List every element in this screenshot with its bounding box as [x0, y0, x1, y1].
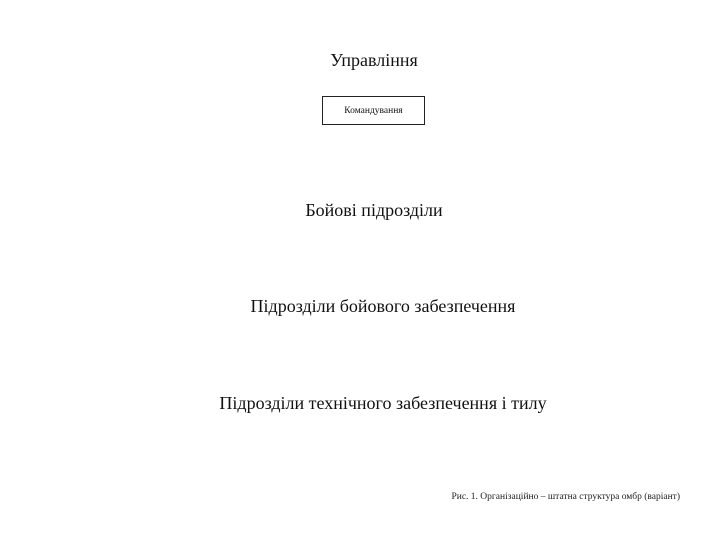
technical-support-units-heading: Підрозділи технічного забезпечення і тилу: [219, 393, 547, 413]
combat-support-units-heading: Підрозділи бойового забезпечення: [250, 296, 516, 316]
command-box: [322, 96, 425, 125]
combat-units-heading: Бойові підрозділи: [305, 200, 443, 220]
command-box-label: Командування: [344, 105, 403, 116]
figure-caption: Рис. 1. Організаційно – штатна структура омбр (варіант): [451, 492, 680, 502]
management-heading: Управління: [330, 50, 418, 70]
